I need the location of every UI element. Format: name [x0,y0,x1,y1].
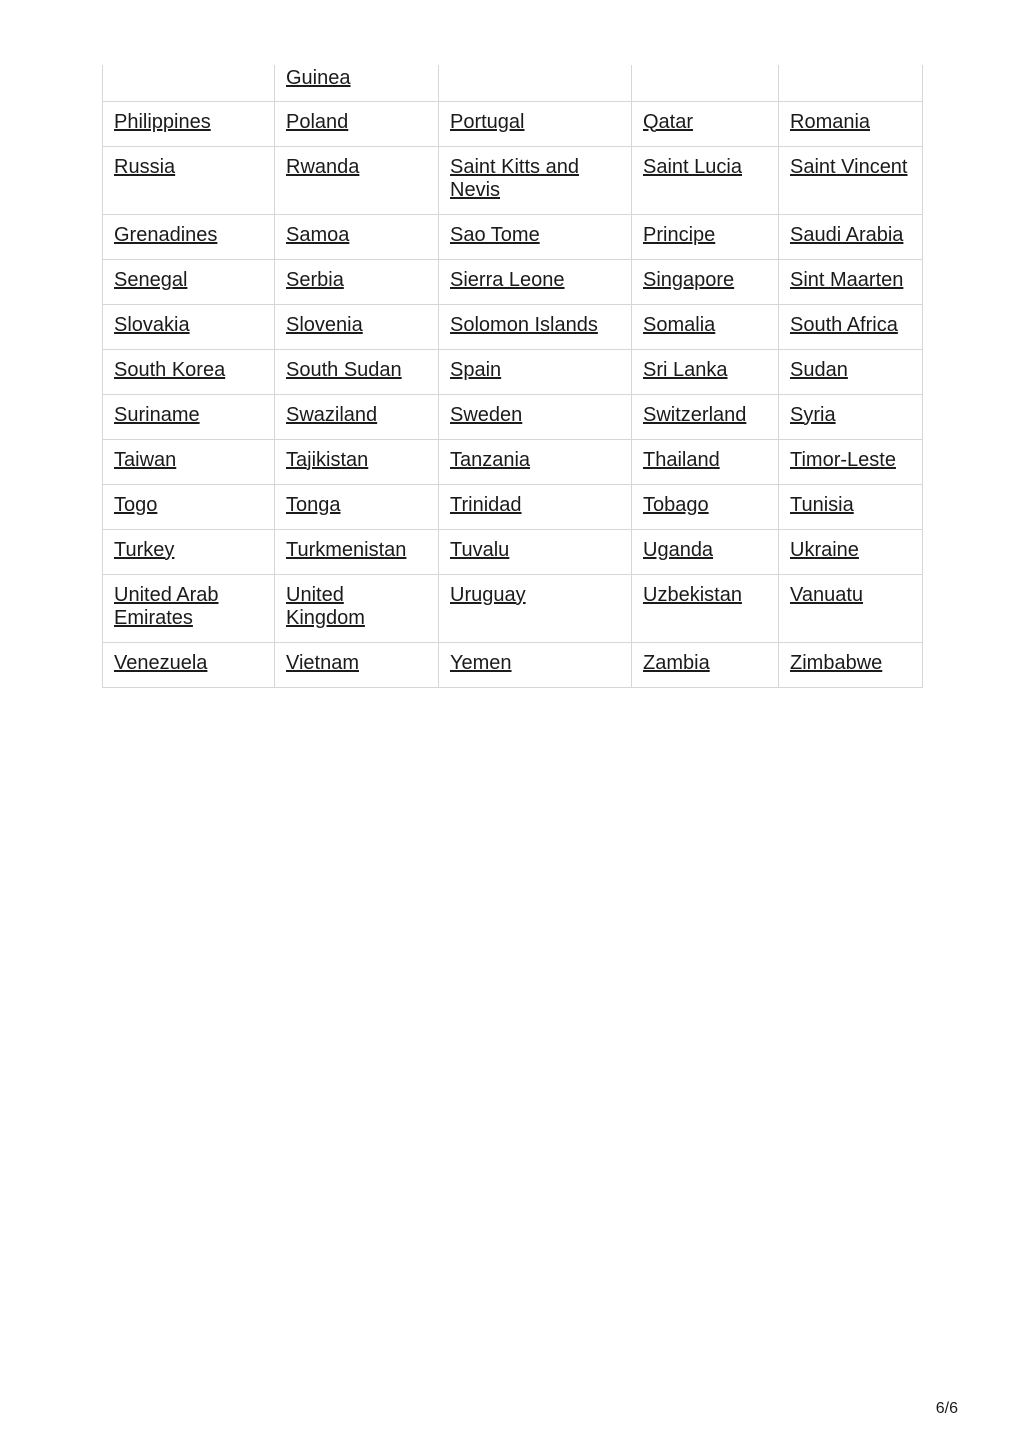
country-link[interactable]: Saudi Arabia [790,223,904,246]
table-cell [275,101,439,146]
country-link[interactable]: Singapore [643,268,735,291]
country-link[interactable]: South Sudan [286,358,402,381]
country-link[interactable]: Saint Kitts and Nevis [450,155,579,201]
table-row [103,529,923,574]
table-row [103,642,923,687]
table-cell [103,642,275,687]
table-cell [103,394,275,439]
table-cell [439,304,632,349]
table-cell [439,529,632,574]
country-link[interactable]: Taiwan [114,448,177,471]
table-cell [632,349,779,394]
table-row [103,214,923,259]
country-link[interactable]: Sao Tome [450,223,540,246]
table-cell [779,101,923,146]
country-link[interactable]: Rwanda [286,155,360,178]
table-row [103,146,923,214]
table-cell [439,259,632,304]
table-row [103,101,923,146]
table-cell [439,439,632,484]
table-cell [632,214,779,259]
table-cell [632,304,779,349]
country-link[interactable]: Poland [286,110,349,133]
table-cell [632,394,779,439]
country-table-body [103,65,923,687]
country-link[interactable]: Turkmenistan [286,538,407,561]
country-link[interactable]: Swaziland [286,403,378,426]
table-cell [439,484,632,529]
table-cell [632,484,779,529]
country-link[interactable]: Tonga [286,493,341,516]
table-row [103,394,923,439]
table-cell [103,146,275,214]
country-link[interactable]: Guinea [286,67,351,89]
table-row [103,65,923,101]
country-link[interactable]: Sudan [790,358,848,381]
country-link[interactable]: Switzerland [643,403,747,426]
country-link[interactable]: Samoa [286,223,350,246]
country-link[interactable]: Russia [114,155,176,178]
table-row [103,574,923,642]
country-link[interactable]: Saint Lucia [643,155,742,178]
table-cell [779,259,923,304]
country-link[interactable]: South Africa [790,313,898,336]
country-link[interactable]: Portugal [450,110,525,133]
table-cell [439,146,632,214]
country-link[interactable]: Slovenia [286,313,363,336]
country-link[interactable]: Tuvalu [450,538,510,561]
country-link[interactable]: Turkey [114,538,175,561]
table-cell [439,574,632,642]
table-cell [103,484,275,529]
country-link[interactable]: Principe [643,223,716,246]
table-cell [275,642,439,687]
country-link[interactable]: Suriname [114,403,200,426]
country-link[interactable]: Grenadines [114,223,218,246]
page-number: 6/6 [935,1400,958,1417]
table-row [103,349,923,394]
table-cell [779,439,923,484]
country-link[interactable]: Qatar [643,110,694,133]
country-link[interactable]: Togo [114,493,158,516]
table-cell [103,529,275,574]
table-cell [632,642,779,687]
country-link[interactable]: United Kingdom [286,583,365,629]
table-cell [779,529,923,574]
country-link[interactable]: Tobago [643,493,709,516]
country-link[interactable]: Sint Maarten [790,268,904,291]
country-link[interactable]: Tanzania [450,448,531,471]
table-cell [275,214,439,259]
country-link[interactable]: Somalia [643,313,716,336]
country-link[interactable]: Senegal [114,268,188,291]
table-row [103,259,923,304]
table-cell [103,439,275,484]
table-cell [632,439,779,484]
table-cell [779,304,923,349]
country-link[interactable]: Tunisia [790,493,854,516]
country-link[interactable]: Saint Vincent [790,155,908,178]
table-cell [103,259,275,304]
table-cell-empty [632,65,779,101]
country-link[interactable]: Vietnam [286,651,360,674]
table-cell [275,146,439,214]
table-cell [779,394,923,439]
table-cell [779,349,923,394]
country-link[interactable]: Ukraine [790,538,859,561]
table-cell [103,214,275,259]
table-cell [275,574,439,642]
table-row [103,484,923,529]
country-link[interactable]: Sri Lanka [643,358,728,381]
table-cell [103,574,275,642]
table-cell [779,146,923,214]
country-link[interactable]: Yemen [450,651,512,674]
table-cell [632,101,779,146]
table-cell [439,642,632,687]
country-link[interactable]: Serbia [286,268,344,291]
table-cell [779,484,923,529]
table-cell [275,304,439,349]
country-link[interactable]: Trinidad [450,493,522,516]
country-link[interactable]: United Arab Emirates [114,583,219,629]
country-link[interactable]: Romania [790,110,871,133]
country-link[interactable]: Uzbekistan [643,583,742,606]
country-link[interactable]: Slovakia [114,313,190,336]
table-row [103,439,923,484]
table-cell [439,394,632,439]
table-cell [439,349,632,394]
table-cell [275,349,439,394]
table-cell [275,259,439,304]
table-cell [275,529,439,574]
table-cell [779,214,923,259]
table-cell [103,101,275,146]
table-cell [632,574,779,642]
table-cell [439,101,632,146]
table-cell [632,259,779,304]
country-link[interactable]: Uganda [643,538,714,561]
country-table [102,65,923,688]
table-cell [275,65,439,101]
country-link[interactable]: Zimbabwe [790,651,883,674]
country-link[interactable]: Solomon Islands [450,313,598,336]
country-link[interactable]: Syria [790,403,836,426]
country-link[interactable]: Sierra Leone [450,268,565,291]
country-link[interactable]: Thailand [643,448,720,471]
table-cell [779,642,923,687]
table-cell [275,439,439,484]
country-link[interactable]: Timor-Leste [790,448,896,471]
country-link[interactable]: Spain [450,358,502,381]
country-link[interactable]: Uruguay [450,583,526,606]
country-link[interactable]: Philippines [114,110,211,133]
table-cell [103,304,275,349]
table-cell [439,214,632,259]
table-cell-empty [439,65,632,101]
country-link[interactable]: Sweden [450,403,523,426]
table-cell-empty [779,65,923,101]
country-link[interactable]: Vanuatu [790,583,864,606]
table-cell [632,146,779,214]
table-cell [275,484,439,529]
table-cell [103,349,275,394]
table-cell [632,529,779,574]
table-row [103,304,923,349]
table-cell [779,574,923,642]
country-link[interactable]: Venezuela [114,651,208,674]
country-link[interactable]: South Korea [114,358,226,381]
table-cell [275,394,439,439]
country-link[interactable]: Tajikistan [286,448,369,471]
country-link[interactable]: Zambia [643,651,710,674]
table-cell-empty [103,65,275,101]
